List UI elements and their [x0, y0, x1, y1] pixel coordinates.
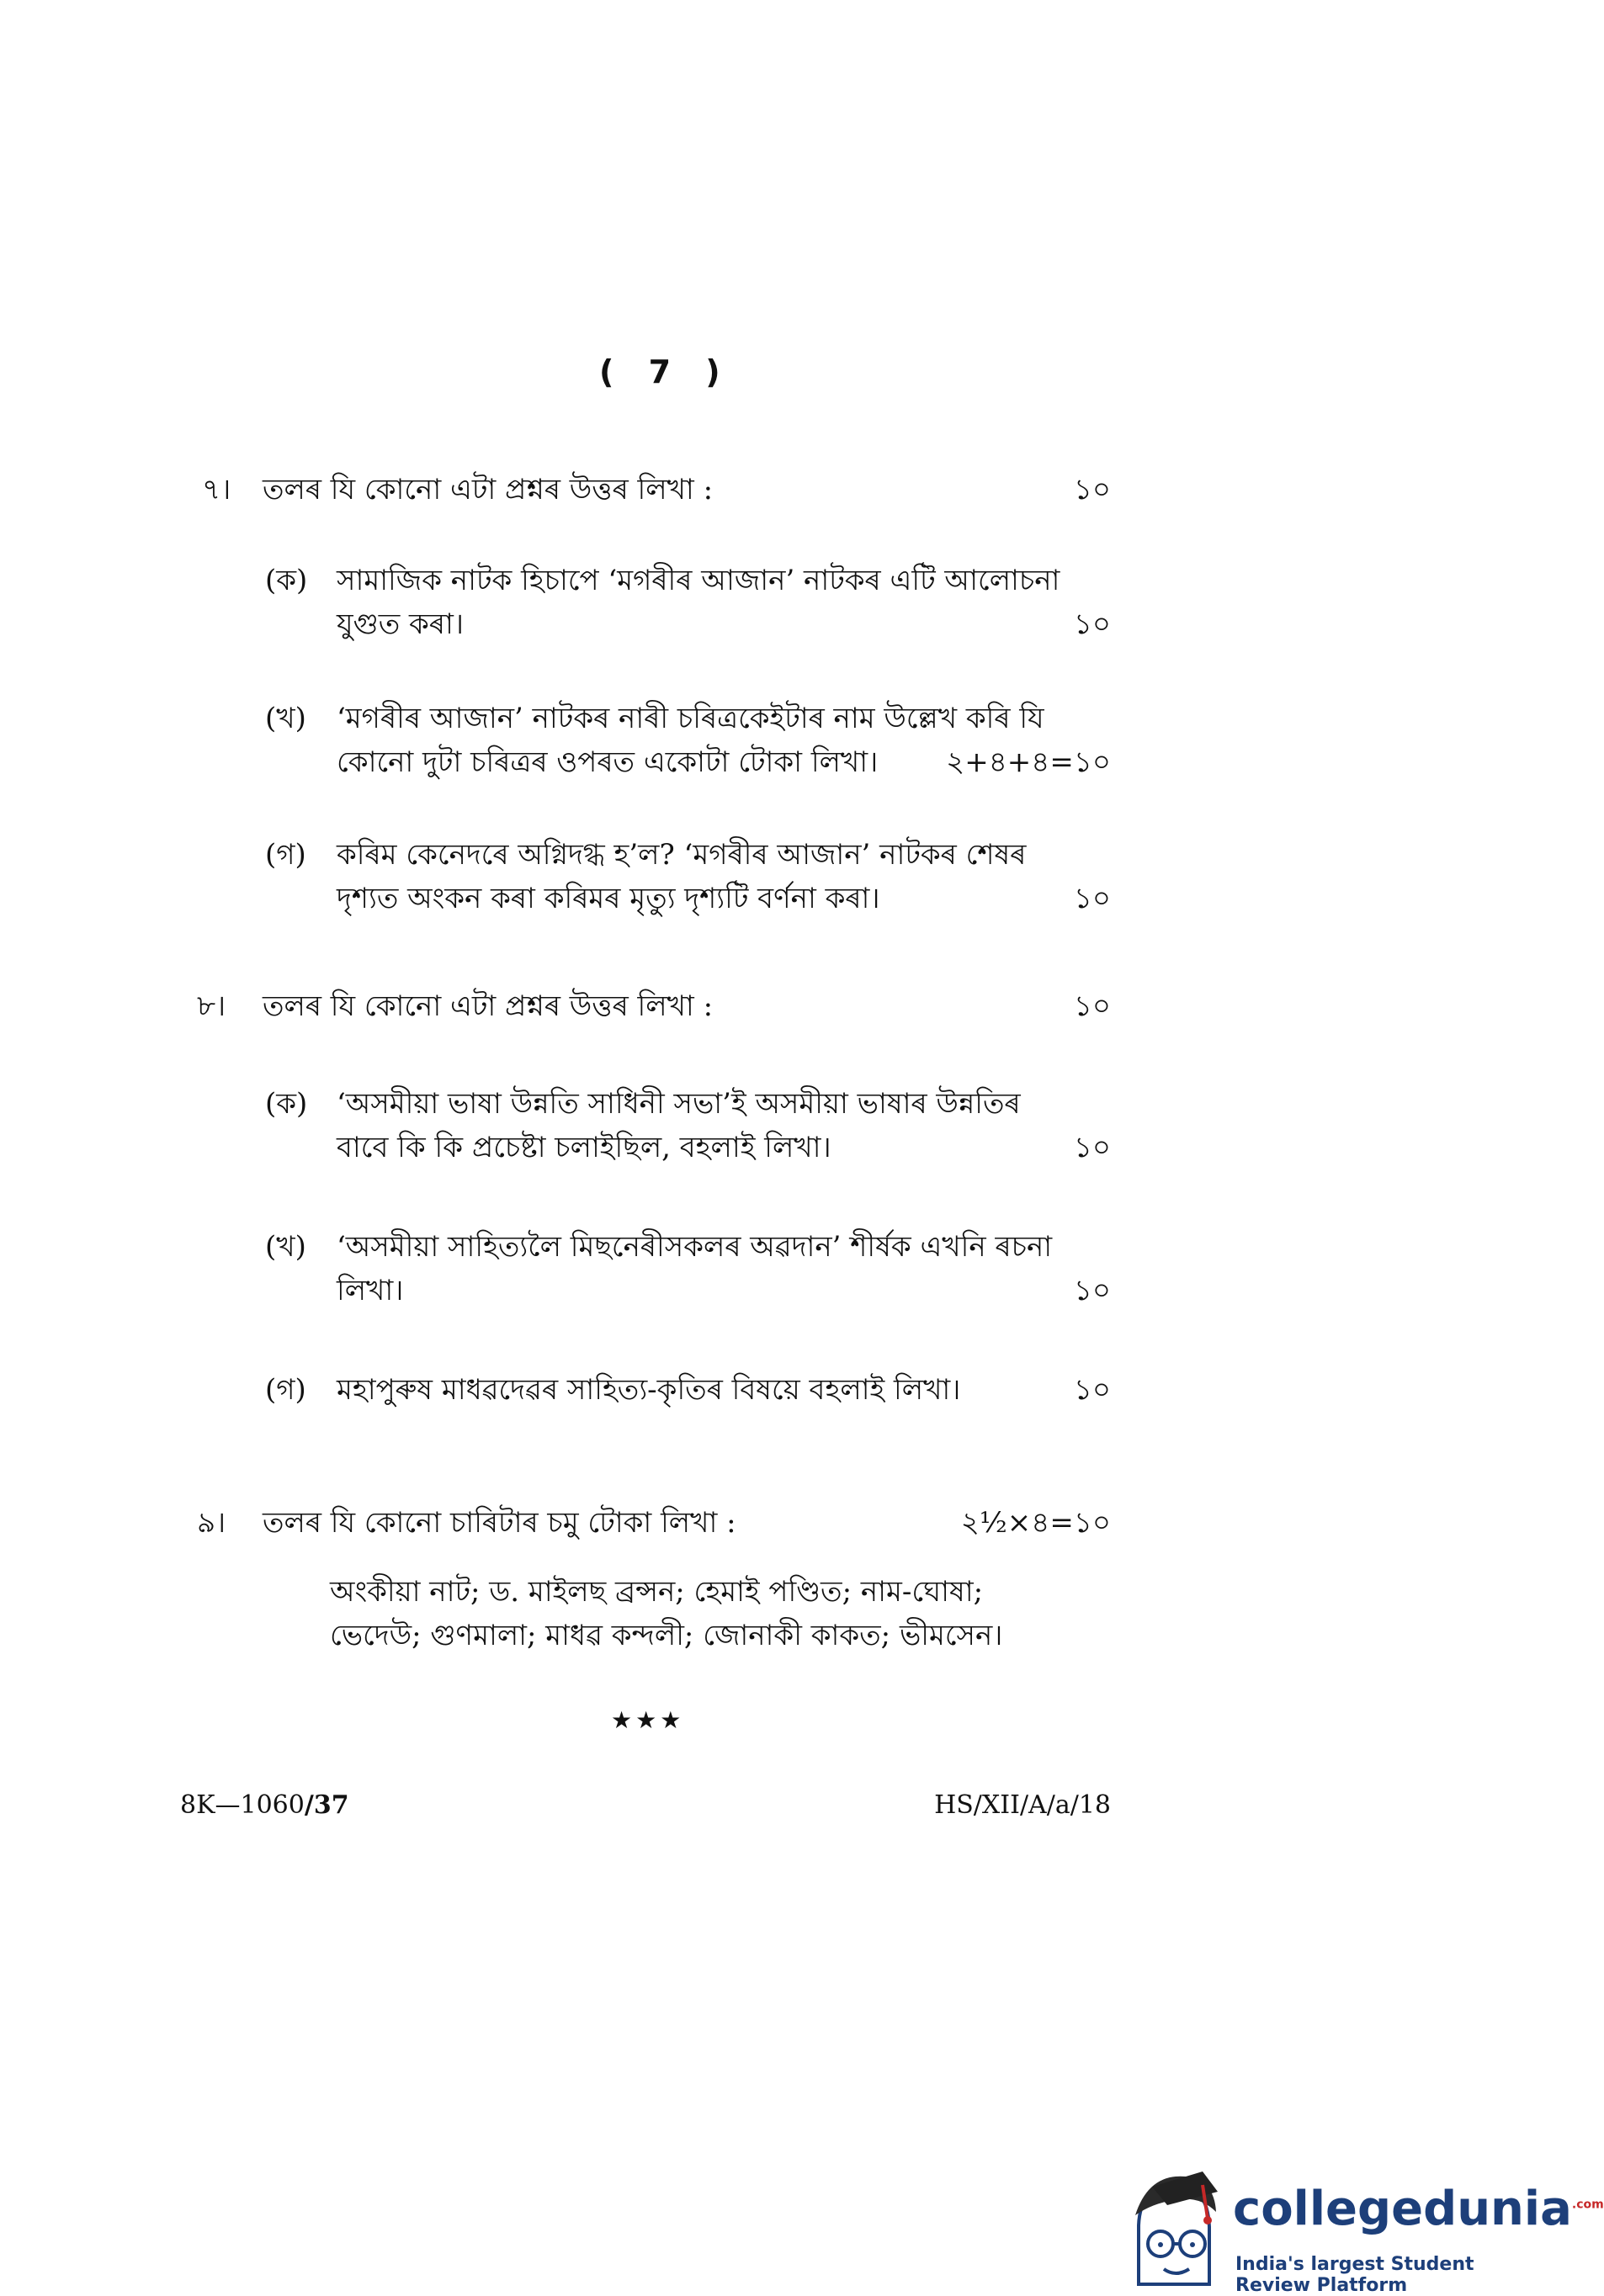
q9-topics-line2: ভেদেউ; গুণমালা; মাধৱ কন্দলী; জোনাকী কাকত; ভীমসেন। — [330, 1619, 1003, 1652]
q7a-label: (ক) — [265, 564, 308, 597]
q8-number: ৮। — [197, 989, 226, 1023]
q8b-label: (খ) — [265, 1230, 306, 1264]
q8a-line2: বাবে কি কি প্ৰচেষ্টা চলাইছিল, বহলাই লিখা। — [337, 1131, 831, 1164]
q8b-marks: ১০ — [1073, 1274, 1111, 1307]
footer-code-prefix: 8K—1060 — [180, 1790, 305, 1820]
q8c-line1: মহাপুৰুষ মাধৱদেৱৰ সাহিত্য-কৃতিৰ বিষয়ে বহলাই লিখা। — [337, 1373, 961, 1407]
q7-prompt: তলৰ যি কোনো এটা প্ৰশ্নৰ উত্তৰ লিখা : — [263, 473, 714, 506]
q8c-marks: ১০ — [1073, 1373, 1111, 1407]
q8a-label: (ক) — [265, 1087, 308, 1121]
brand-tagline: India's largest Student Review Platform — [1235, 2254, 1474, 2296]
end-stars: ★★★ — [611, 1706, 685, 1734]
q8a-marks: ১০ — [1073, 1131, 1111, 1164]
q7c-line1: কৰিম কেনেদৰে অগ্নিদগ্ধ হ’ল? ‘মগৰীৰ আজান’ নাটকৰ শেষৰ — [337, 838, 1027, 872]
q9-prompt: তলৰ যি কোনো চাৰিটাৰ চমু টোকা লিখা : — [263, 1506, 736, 1540]
q8b-line1: ‘অসমীয়া সাহিত্যলৈ মিছনেৰীসকলৰ অৱদান’ শীৰ্ষক এখনি ৰচনা — [337, 1230, 1053, 1264]
q7c-marks: ১০ — [1073, 882, 1111, 915]
q8a-line1: ‘অসমীয়া ভাষা উন্নতি সাধিনী সভা’ই অসমীয়া ভাষাৰ উন্নতিৰ — [337, 1087, 1021, 1121]
q7b-label: (খ) — [265, 702, 306, 735]
q8-marks: ১০ — [1073, 989, 1111, 1023]
q8-prompt: তলৰ যি কোনো এটা প্ৰশ্নৰ উত্তৰ লিখা : — [263, 989, 714, 1023]
q7c-label: (গ) — [265, 838, 306, 872]
q9-number: ৯। — [197, 1506, 226, 1540]
q8c-label: (গ) — [265, 1373, 306, 1407]
q7b-line2: কোনো দুটা চৰিত্ৰৰ ওপৰত একোটা টোকা লিখা। — [337, 745, 879, 779]
page-number: ( 7 ) — [599, 353, 732, 390]
footer-series-code: HS/XII/A/a/18 — [934, 1790, 1111, 1820]
q7a-line1: সামাজিক নাটক হিচাপে ‘মগৰীৰ আজান’ নাটকৰ এটি আলোচনা — [337, 564, 1060, 597]
brand-name — [1233, 2182, 1604, 2236]
footer-paper-code — [180, 1790, 349, 1820]
footer-code-suffix: /37 — [304, 1790, 349, 1820]
q7c-line2: দৃশ্যত অংকন কৰা কৰিমৰ মৃত্যু দৃশ্যটি বৰ্ণনা কৰা। — [337, 882, 880, 915]
q7-marks: ১০ — [1073, 473, 1111, 506]
brand-word: collegedunia — [1233, 2182, 1572, 2236]
q7-number: ৭। — [202, 473, 231, 506]
q7b-marks: ২+৪+৪=১০ — [946, 745, 1111, 779]
q7a-line2: যুগুত কৰা। — [337, 607, 465, 641]
q7a-marks: ১০ — [1073, 607, 1111, 641]
q9-topics-line1: অংকীয়া নাট; ড. মাইলছ ব্ৰন্সন; হেমাই পণ্ডিত; নাম-ঘোষা; — [330, 1575, 984, 1609]
collegedunia-logo — [1115, 2166, 1604, 2296]
q7b-line1: ‘মগৰীৰ আজান’ নাটকৰ নাৰী চৰিত্ৰকেইটাৰ নাম উল্লেখ কৰি যি — [337, 702, 1044, 735]
brand-domain: .com — [1571, 2198, 1604, 2212]
q9-marks: ২½×৪=১০ — [960, 1506, 1111, 1540]
q8b-line2: লিখা। — [337, 1274, 404, 1307]
mascot-icon — [1115, 2166, 1233, 2293]
